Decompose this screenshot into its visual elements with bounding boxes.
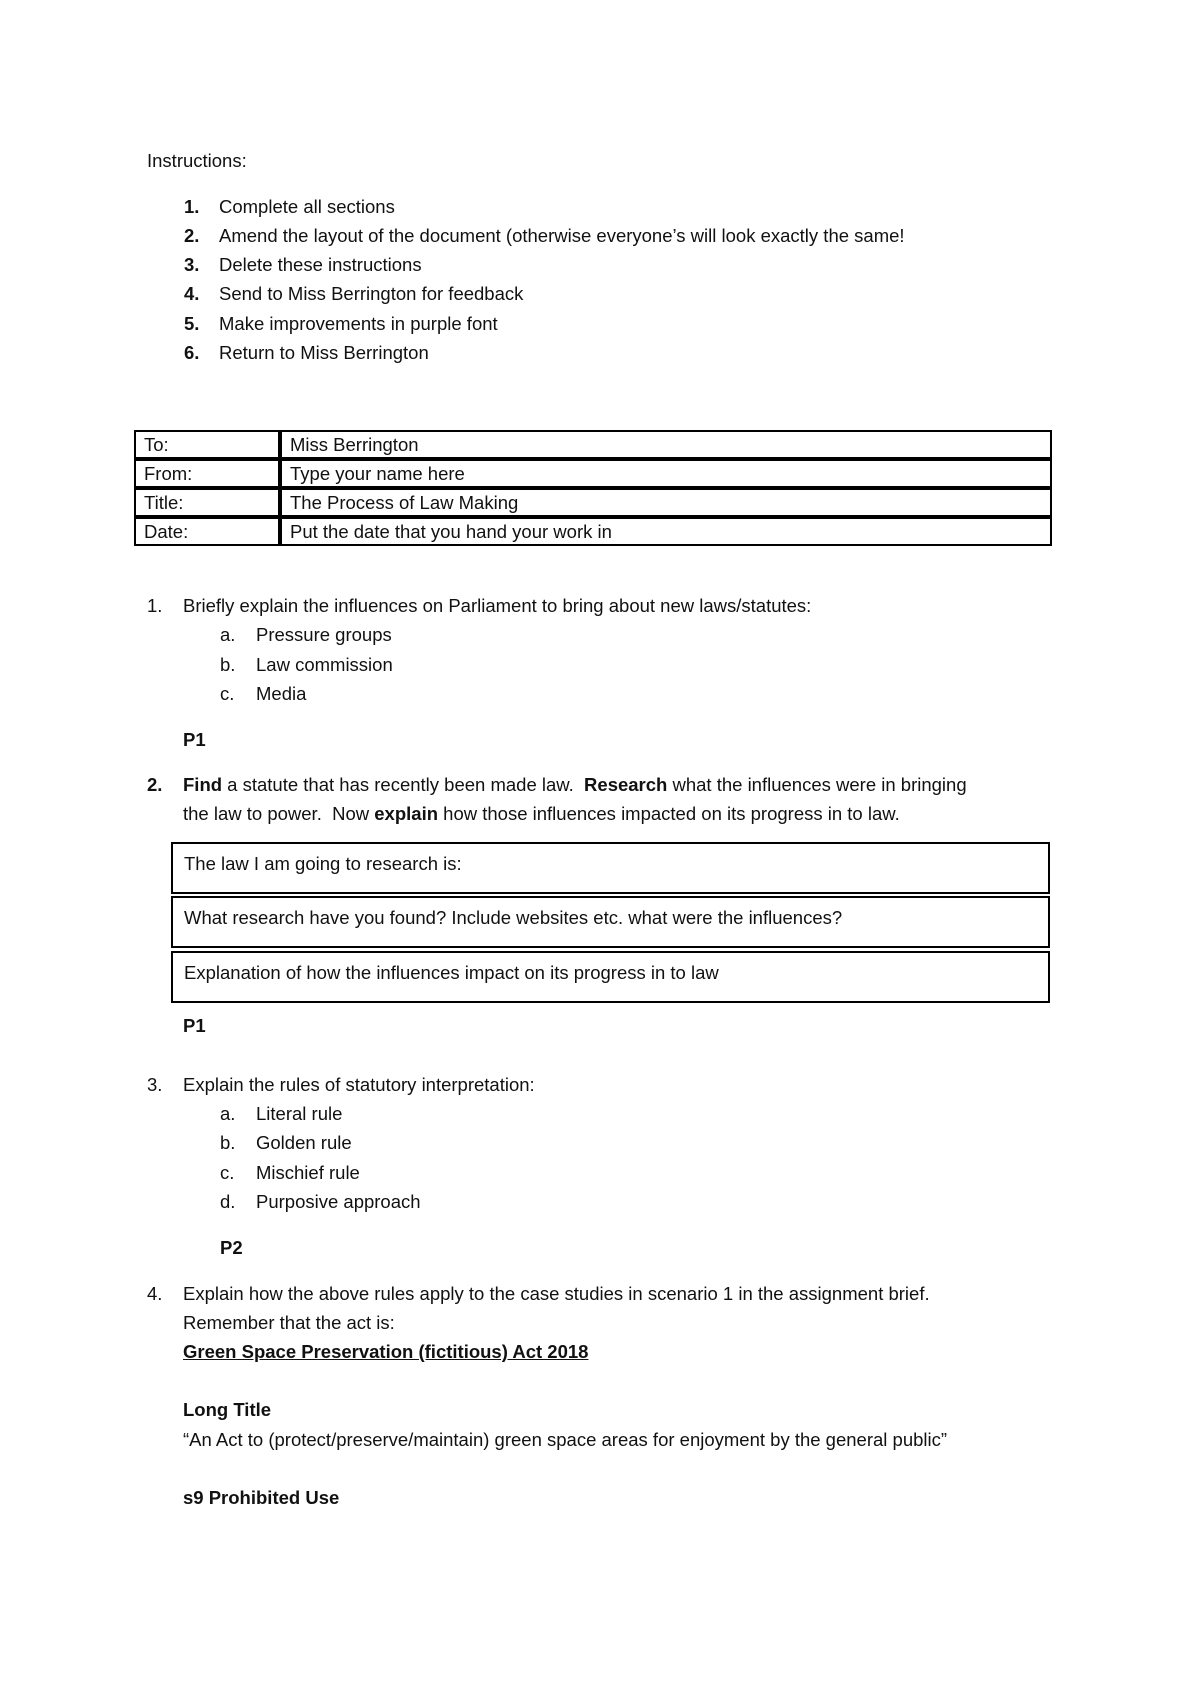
q2-find: Find [183,774,223,795]
instructions-heading: Instructions: [147,150,247,171]
q1-number: 1. [147,595,163,616]
q3-subitem-letter: a. [220,1103,236,1124]
q3-grade: P2 [220,1237,243,1258]
instruction-item: Return to Miss Berrington [219,342,429,363]
instruction-number: 1. [184,196,200,217]
instruction-item: Make improvements in purple font [219,313,498,334]
act-name: Green Space Preservation (fictitious) Act 2018 [183,1341,589,1362]
research-box-findings[interactable] [171,896,1050,948]
q2-line-1-part: a statute that has recently been made law. [222,774,585,795]
q2-grade: P1 [183,1015,206,1036]
q1-text: Briefly explain the influences on Parliament to bring about new laws/statutes: [183,595,812,616]
date-value[interactable]: Put the date that you hand your work in [280,517,1052,546]
q2-explain: explain [374,803,439,824]
q4-line-1: Explain how the above rules apply to the case studies in scenario 1 in the assignment brief. [183,1283,930,1304]
research-box-explanation[interactable] [171,951,1050,1003]
research-box-label: What research have you found? Include websites etc. what were the influences? [184,907,843,928]
instruction-number: 5. [184,313,200,334]
q2-line-2 [183,805,900,824]
q2-line-2-part: the law to power. Now [183,803,375,824]
q2-line-2-part: how those influences impacted on its progress in to law. [438,803,900,824]
to-label: To: [134,430,280,459]
from-label: From: [134,459,280,488]
from-value[interactable]: Type your name here [280,459,1052,488]
long-title-text: “An Act to (protect/preserve/maintain) green space areas for enjoyment by the general public” [183,1429,948,1450]
q3-subitem-letter: b. [220,1132,236,1153]
q1-subitem-letter: c. [220,683,235,704]
q3-subitem: Golden rule [256,1132,352,1153]
research-box-law[interactable] [171,842,1050,894]
date-label: Date: [134,517,280,546]
q1-subitem-letter: a. [220,624,236,645]
instruction-number: 4. [184,283,200,304]
q3-subitem-letter: d. [220,1191,236,1212]
q3-subitem: Literal rule [256,1103,343,1124]
q2-research: Research [584,774,668,795]
q3-text: Explain the rules of statutory interpretation: [183,1074,535,1095]
memo-header-table [134,430,1052,546]
q4-line-2: Remember that the act is: [183,1312,395,1333]
q1-subitem: Pressure groups [256,624,392,645]
instruction-number: 6. [184,342,200,363]
table-row [134,488,1052,517]
q1-subitem: Media [256,683,307,704]
instruction-number: 3. [184,254,200,275]
q2-number: 2. [147,774,163,795]
q1-subitem: Law commission [256,654,393,675]
q2-line-1 [183,776,967,795]
instruction-item: Complete all sections [219,196,395,217]
instruction-number: 2. [184,225,200,246]
title-label: Title: [134,488,280,517]
q3-number: 3. [147,1074,163,1095]
q4-number: 4. [147,1283,163,1304]
instruction-item: Send to Miss Berrington for feedback [219,283,524,304]
q1-grade: P1 [183,729,206,750]
q3-subitem: Purposive approach [256,1191,421,1212]
q3-subitem: Mischief rule [256,1162,360,1183]
instruction-item: Amend the layout of the document (otherwise everyone’s will look exactly the same! [219,225,905,246]
to-value[interactable]: Miss Berrington [280,430,1052,459]
instruction-item: Delete these instructions [219,254,422,275]
title-value[interactable]: The Process of Law Making [280,488,1052,517]
section-heading: s9 Prohibited Use [183,1487,340,1508]
research-box-label: Explanation of how the influences impact on its progress in to law [184,962,719,983]
q3-subitem-letter: c. [220,1162,235,1183]
q2-line-1-part: what the influences were in bringing [667,774,967,795]
q1-subitem-letter: b. [220,654,236,675]
research-box-label: The law I am going to research is: [184,853,462,874]
table-row [134,459,1052,488]
table-row [134,517,1052,546]
long-title-heading: Long Title [183,1399,272,1420]
table-row [134,430,1052,459]
